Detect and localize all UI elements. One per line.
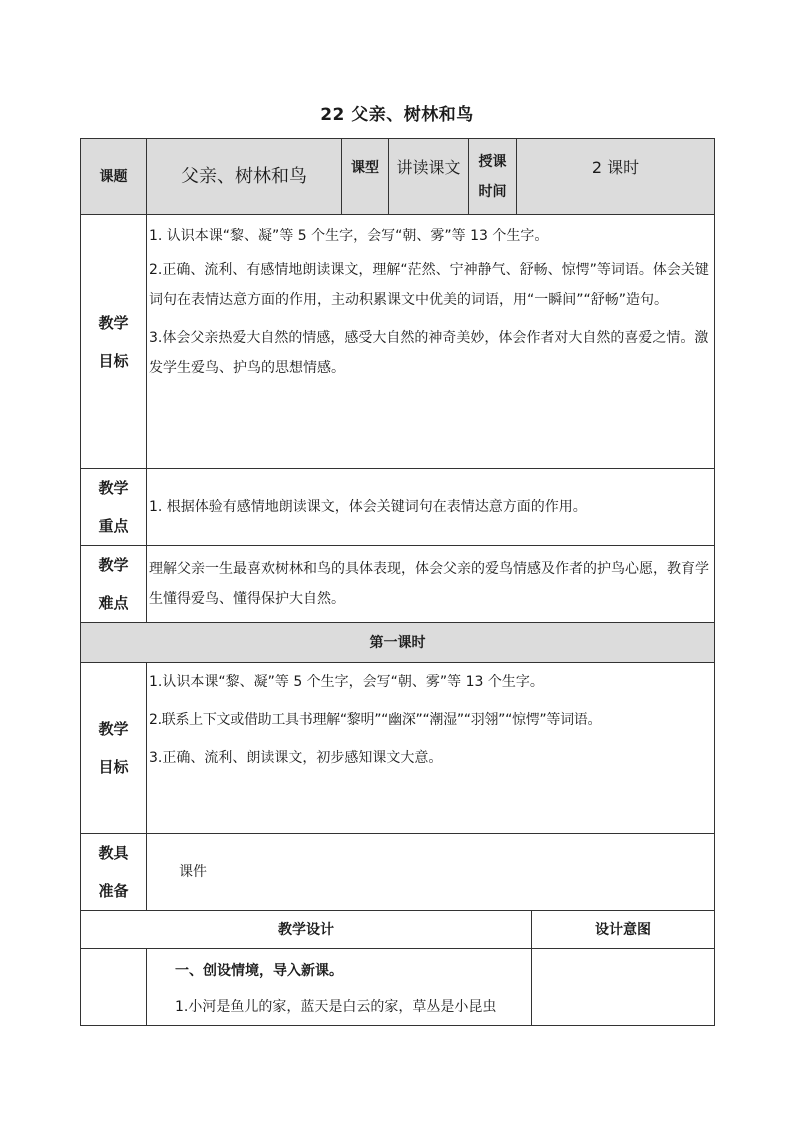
design-col-label: 教学设计 — [81, 911, 532, 949]
focus-content: 1. 根据体验有感情地朗读课文，体会关键词句在表情达意方面的作用。 — [147, 469, 715, 546]
difficulty-row — [81, 546, 715, 623]
goals-label-line2: 目标 — [98, 351, 129, 370]
tools-label-line2: 准备 — [98, 882, 129, 900]
header-topic-label: 课题 — [81, 139, 147, 215]
goal-item: 1. 认识本课“黎、凝”等 5 个生字，会写“朝、雾”等 13 个生字。 — [149, 228, 549, 244]
design-header-row — [81, 911, 715, 949]
goal-item: 2.正确、流利、有感情地朗读课文，理解“茫然、宁神静气、舒畅、惊愕”等词语。体会关键词句在表情达意方面的作用，主动积累课文中优美的词语，用“一瞬间”“舒畅”造句。 — [149, 262, 709, 308]
header-time-label — [469, 139, 517, 215]
header-type-value: 讲读课文 — [389, 139, 469, 215]
lesson1-heading-row — [81, 623, 715, 663]
difficulty-label-line1: 教学 — [98, 556, 129, 574]
lesson1-goals-row — [81, 663, 715, 834]
tools-label-line1: 教具 — [98, 844, 129, 862]
tools-row — [81, 834, 715, 911]
goals-label-line1: 教学 — [98, 313, 129, 332]
header-row — [81, 139, 715, 215]
lesson-plan-table — [80, 138, 715, 1026]
header-topic-value: 父亲、树林和鸟 — [147, 139, 342, 215]
lesson1-goals-content — [147, 663, 715, 834]
lesson1-goal-item: 1.认识本课“黎、凝”等 5 个生字，会写“朝、雾”等 13 个生字。 — [149, 674, 544, 690]
header-time-label-line1: 授课 — [478, 153, 507, 170]
header-type-label: 课型 — [342, 139, 389, 215]
difficulty-label-line2: 难点 — [98, 594, 129, 612]
lesson1-goals-label — [81, 663, 147, 834]
design-step-title: 一、创设情境，导入新课。 — [175, 963, 343, 979]
design-content-row — [81, 949, 715, 1026]
goal-item: 3.体会父亲热爱大自然的情感，感受大自然的神奇美妙，体会作者对大自然的喜爱之情。激发学生爱鸟、护鸟的思想情感。 — [149, 330, 709, 376]
goals-label — [81, 215, 147, 469]
design-intent-label: 设计意图 — [532, 911, 715, 949]
focus-row — [81, 469, 715, 546]
goals-content — [147, 215, 715, 469]
difficulty-content: 理解父亲一生最喜欢树林和鸟的具体表现，体会父亲的爱鸟情感及作者的护鸟心愿，教育学生懂得爱鸟、懂得保护大自然。 — [147, 546, 715, 623]
design-intent-cell — [532, 949, 715, 1026]
goals-row — [81, 215, 715, 469]
lesson1-goals-label-line1: 教学 — [98, 720, 129, 738]
difficulty-label — [81, 546, 147, 623]
header-time-value: 2 课时 — [517, 139, 715, 215]
focus-label-line1: 教学 — [98, 479, 129, 497]
header-time-label-line2: 时间 — [478, 183, 507, 200]
lesson1-goals-label-line2: 目标 — [98, 758, 129, 776]
lesson1-heading: 第一课时 — [81, 623, 715, 663]
design-blank-cell — [81, 949, 147, 1026]
tools-label — [81, 834, 147, 911]
design-content — [147, 949, 532, 1026]
design-step-text: 1.小河是鱼儿的家，蓝天是白云的家，草丛是小昆虫 — [175, 999, 497, 1015]
focus-label — [81, 469, 147, 546]
page-title: 22 父亲、树林和鸟 — [320, 105, 474, 125]
lesson1-goal-item: 3.正确、流利、朗读课文，初步感知课文大意。 — [149, 750, 443, 766]
lesson1-goal-item: 2.联系上下文或借助工具书理解“黎明”“幽深”“潮湿”“羽翎”“惊愕”等词语。 — [149, 712, 602, 728]
tools-content: 课件 — [147, 834, 715, 911]
focus-label-line2: 重点 — [98, 517, 129, 535]
